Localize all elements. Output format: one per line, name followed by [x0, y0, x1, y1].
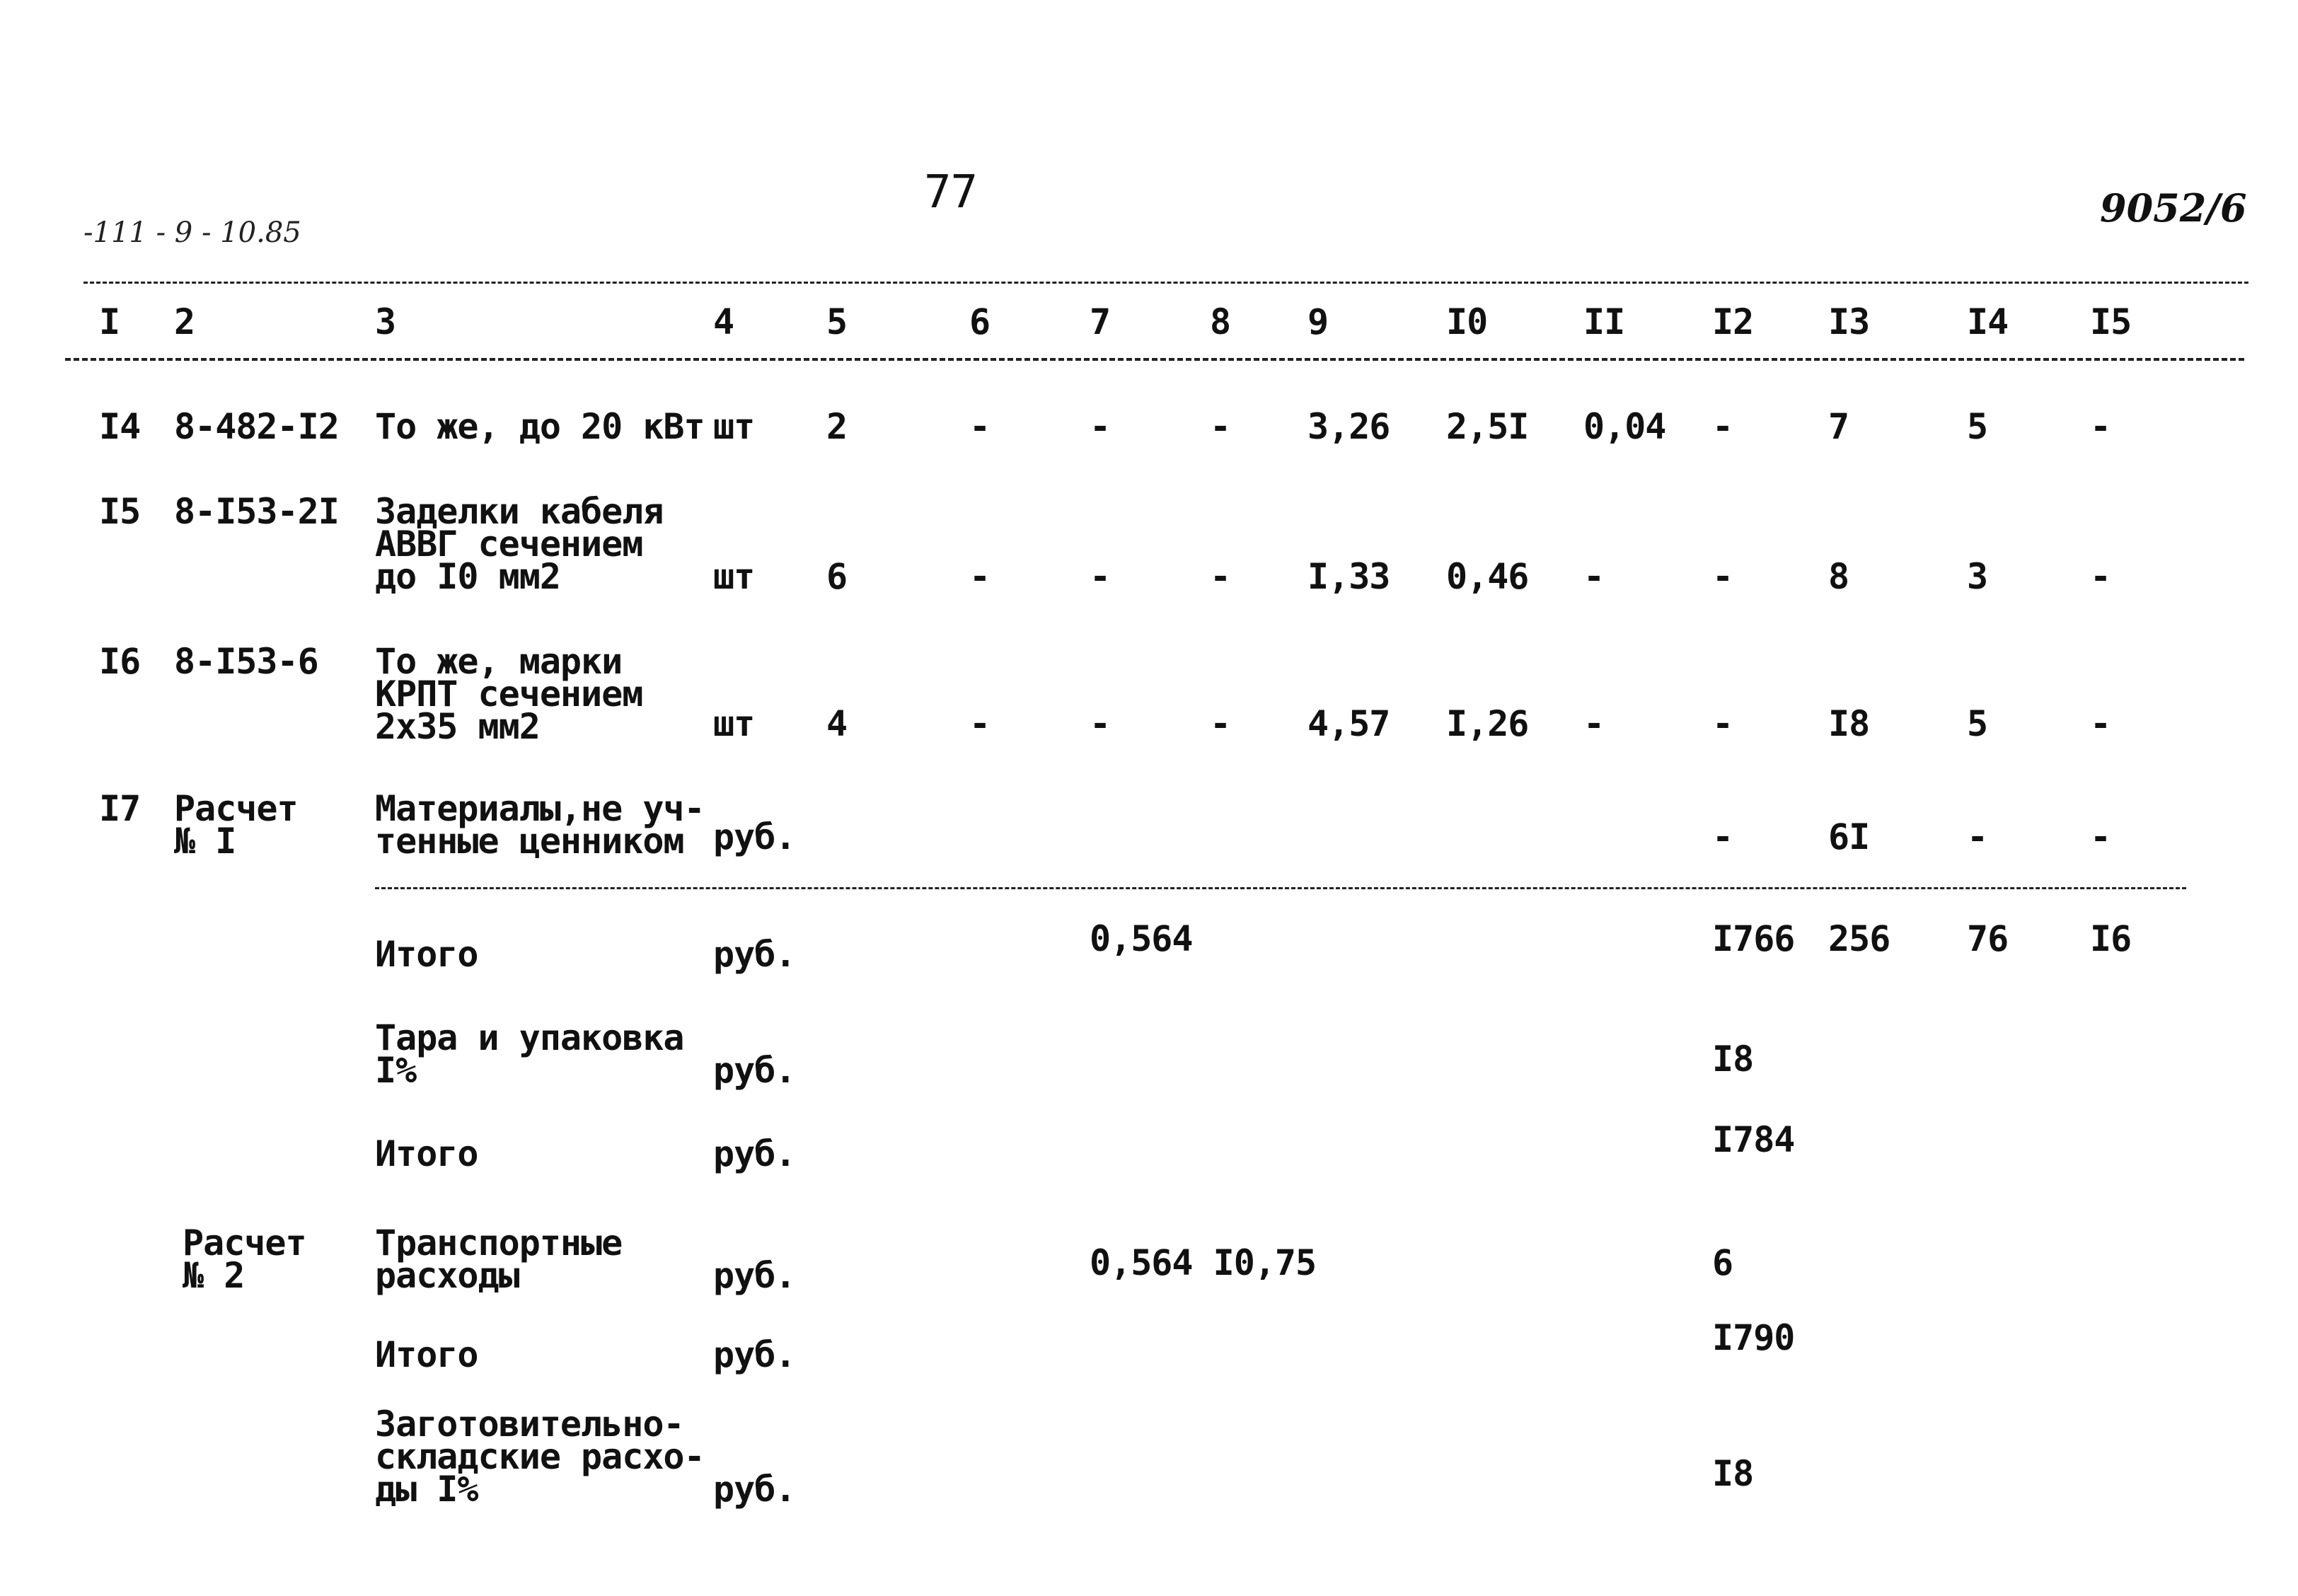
row-2-c2: 8-I53-2I: [174, 491, 339, 532]
row-3-c6: -: [969, 703, 991, 744]
row-3-c12: -: [1712, 703, 1733, 744]
column-header-2: 2: [174, 301, 195, 342]
row-1-c11: 0,04: [1583, 406, 1666, 447]
column-header-10: I0: [1446, 301, 1488, 342]
row-3-c3: КРПТ сечением: [375, 673, 643, 715]
column-header-1: I: [99, 301, 120, 342]
row-1-c14: 5: [1967, 406, 1988, 447]
summary-2-unit: руб.: [713, 1050, 796, 1091]
summary-4-calc: Расчет: [183, 1222, 306, 1264]
summary-1-c7: 0,564: [1090, 918, 1193, 959]
doc-code: -111 - 9 - 10.85: [83, 216, 301, 249]
row-3-c8: -: [1210, 703, 1231, 744]
row-2-c13: 8: [1828, 556, 1849, 597]
row-4-c3: Материалы,не уч-: [375, 788, 705, 829]
row-3-c3: То же, марки: [375, 641, 623, 682]
summary-2-c12: I8: [1712, 1039, 1754, 1080]
column-header-13: I3: [1828, 301, 1870, 342]
row-4-c12: -: [1712, 816, 1733, 857]
row-4-c3: тенные ценником: [375, 821, 684, 862]
column-header-9: 9: [1307, 301, 1329, 342]
row-3-c4: шт: [713, 703, 755, 744]
column-header-4: 4: [713, 301, 734, 342]
row-4-c2: № I: [174, 821, 236, 862]
summary-1-c14: 76: [1967, 918, 2009, 959]
summary-5-label: Итого: [375, 1334, 478, 1375]
row-1-c3: То же, до 20 кВт: [375, 406, 705, 447]
row-3-c5: 4: [826, 703, 848, 744]
row-2-c3: до I0 мм2: [375, 556, 560, 597]
row-1-c12: -: [1712, 406, 1733, 447]
row-1-c6: -: [969, 406, 991, 447]
row-1-c5: 2: [826, 406, 848, 447]
row-1-c7: -: [1090, 406, 1111, 447]
row-1-c10: 2,5I: [1446, 406, 1529, 447]
subtotal-rule: [375, 887, 2186, 889]
column-header-7: 7: [1090, 301, 1111, 342]
row-1-c4: шт: [713, 406, 755, 447]
summary-1-c13: 256: [1828, 918, 1890, 959]
row-1-c2: 8-482-I2: [174, 406, 339, 447]
row-2-c11: -: [1583, 556, 1605, 597]
row-3-c15: -: [2090, 703, 2111, 744]
column-header-8: 8: [1210, 301, 1231, 342]
row-3-c9: 4,57: [1307, 703, 1390, 744]
summary-6-label: складские расхо-: [375, 1436, 705, 1477]
summary-1-c12: I766: [1712, 918, 1795, 959]
summary-2-label: I%: [375, 1050, 417, 1091]
summary-6-label: ды I%: [375, 1469, 478, 1510]
row-2-c5: 6: [826, 556, 848, 597]
column-header-12: I2: [1712, 301, 1754, 342]
summary-6-unit: руб.: [713, 1469, 796, 1510]
summary-2-label: Тара и упаковка: [375, 1017, 684, 1058]
summary-3-label: Итого: [375, 1133, 478, 1174]
row-2-c14: 3: [1967, 556, 1988, 597]
column-header-3: 3: [375, 301, 396, 342]
summary-1-unit: руб.: [713, 934, 796, 975]
row-2-c4: шт: [713, 556, 755, 597]
row-4-c13: 6I: [1828, 816, 1870, 857]
summary-6-label: Заготовительно-: [375, 1404, 684, 1445]
summary-1-c15: I6: [2090, 918, 2132, 959]
row-1-c1: I4: [99, 406, 141, 447]
summary-4-label: Транспортные: [375, 1222, 623, 1264]
row-1-c9: 3,26: [1307, 406, 1390, 447]
column-header-5: 5: [826, 301, 848, 342]
row-3-c1: I6: [99, 641, 141, 682]
row-3-c13: I8: [1828, 703, 1870, 744]
column-header-14: I4: [1967, 301, 2009, 342]
row-1-c13: 7: [1828, 406, 1849, 447]
page-number: 77: [924, 166, 978, 219]
row-4-c1: I7: [99, 788, 141, 829]
row-4-c15: -: [2090, 816, 2111, 857]
summary-5-c12: I790: [1712, 1317, 1795, 1358]
row-2-c15: -: [2090, 556, 2111, 597]
row-3-c14: 5: [1967, 703, 1988, 744]
summary-4-label: расходы: [375, 1255, 519, 1296]
summary-4-unit: руб.: [713, 1255, 796, 1296]
row-2-c12: -: [1712, 556, 1733, 597]
summary-4-c7: 0,564 I0,75: [1090, 1242, 1317, 1283]
row-2-c9: I,33: [1307, 556, 1390, 597]
summary-5-unit: руб.: [713, 1334, 796, 1375]
summary-6-c12: I8: [1712, 1453, 1754, 1494]
row-2-c3: АВВГ сечением: [375, 524, 643, 565]
row-2-c10: 0,46: [1446, 556, 1529, 597]
sheet-mark: 9052/6: [2100, 185, 2247, 231]
column-header-6: 6: [969, 301, 991, 342]
row-1-c15: -: [2090, 406, 2111, 447]
row-4-c2: Расчет: [174, 788, 298, 829]
row-3-c7: -: [1090, 703, 1111, 744]
row-2-c3: Заделки кабеля: [375, 491, 664, 532]
column-header-11: II: [1583, 301, 1625, 342]
row-1-c8: -: [1210, 406, 1231, 447]
summary-3-c12: I784: [1712, 1119, 1795, 1160]
column-header-15: I5: [2090, 301, 2132, 342]
top-rule: [83, 282, 2248, 284]
summary-1-label: Итого: [375, 934, 478, 975]
row-2-c8: -: [1210, 556, 1231, 597]
summary-4-c12: 6: [1712, 1242, 1733, 1283]
row-2-c1: I5: [99, 491, 141, 532]
row-3-c2: 8-I53-6: [174, 641, 318, 682]
header-rule: [65, 358, 2244, 361]
row-4-c14: -: [1967, 816, 1988, 857]
row-3-c11: -: [1583, 703, 1605, 744]
row-2-c6: -: [969, 556, 991, 597]
row-3-c3: 2х35 мм2: [375, 706, 540, 747]
row-3-c10: I,26: [1446, 703, 1529, 744]
summary-3-unit: руб.: [713, 1133, 796, 1174]
summary-4-calc: № 2: [183, 1255, 245, 1296]
row-2-c7: -: [1090, 556, 1111, 597]
row-4-c4: руб.: [713, 816, 796, 857]
